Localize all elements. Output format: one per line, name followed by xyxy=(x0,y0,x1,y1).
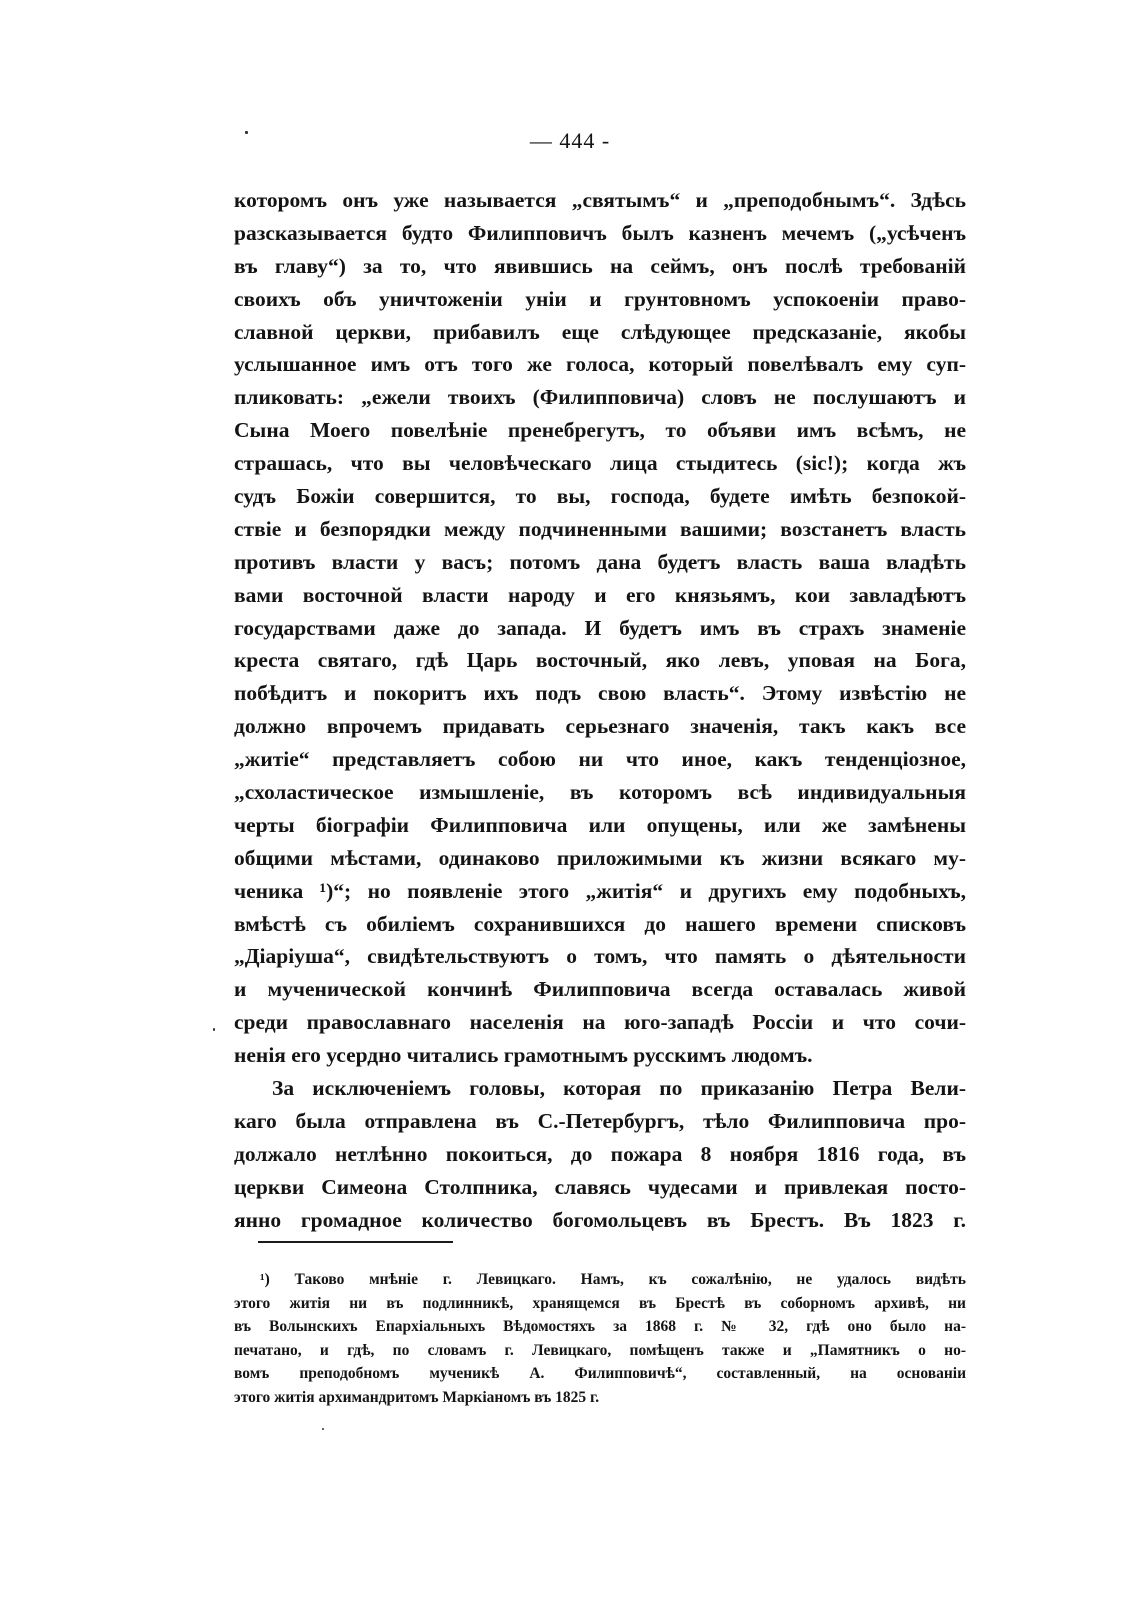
text-line: ненія его усердно читались грамотнымъ русскимъ людомъ. xyxy=(234,1043,813,1068)
footnote xyxy=(234,1268,966,1410)
text-line: въ главу“) за то, что явившись на сеймъ, онъ послѣ требованій xyxy=(234,253,966,278)
text-line: ченика ¹)“; но появленіе этого „житія“ и другихъ ему подобныхъ, xyxy=(234,878,966,903)
text-line: „схоластическое измышленіе, въ которомъ всѣ индивидуальныя xyxy=(234,780,966,805)
text-line: креста святаго, гдѣ Царь восточный, яко левъ, уповая на Бога, xyxy=(234,648,966,673)
footnote-line: печатано, и гдѣ, по словамъ г. Левицкаго, помѣщенъ также и „Памятникъ о но- xyxy=(234,1341,966,1359)
paragraph-line: янно громадное количество богомольцевъ въ Брестъ. Въ 1823 г. xyxy=(234,1207,966,1232)
text-line: черты біографіи Филипповича или опущены, или же замѣнены xyxy=(234,812,966,837)
text-line: вмѣстѣ съ обиліемъ сохранившихся до нашего времени списковъ xyxy=(234,911,966,936)
text-line: и мученической кончинѣ Филипповича всегда оставалась живой xyxy=(234,977,966,1002)
text-line: разсказывается будто Филипповичъ былъ казненъ мечемъ („усѣченъ xyxy=(234,220,966,245)
text-line: пликовать: „ежели твоихъ (Филипповича) словъ не послушаютъ и xyxy=(234,385,966,410)
paragraph-line: должало нетлѣнно покоиться, до пожара 8 ноября 1816 года, въ xyxy=(234,1141,966,1166)
paragraph-line: каго была отправлена въ С.-Петербургъ, тѣло Филипповича про- xyxy=(234,1108,966,1133)
text-line: судъ Божіи совершится, то вы, господа, будете имѣть безпокой- xyxy=(234,484,966,509)
scan-speck xyxy=(213,1028,215,1031)
text-line: среди православнаго населенія на юго-западѣ Россіи и что сочи- xyxy=(234,1010,966,1035)
text-line: вами восточной власти народу и его князьямъ, кои завладѣютъ xyxy=(234,582,966,607)
page-number: — 444 - xyxy=(529,128,611,153)
footnote-separator xyxy=(258,1241,453,1243)
text-line: ствіе и безпорядки между подчиненными вашими; возстанетъ власть xyxy=(234,516,966,541)
text-line: противъ власти у васъ; потомъ дана будетъ власть ваша владѣть xyxy=(234,549,966,574)
text-line: своихъ объ уничтоженіи уніи и грунтовномъ успокоеніи право- xyxy=(234,286,966,311)
footnote-line: этого житія ни въ подлинникѣ, хранящемся въ Брестѣ въ соборномъ архивѣ, ни xyxy=(234,1294,966,1312)
scan-speck xyxy=(322,1428,324,1430)
footnote-line: въ Волынскихъ Епархіальныхъ Вѣдомостяхъ за 1868 г. № 32, гдѣ оно было на- xyxy=(234,1318,966,1336)
footnote-line: этого житія архимандритомъ Маркіаномъ въ 1825 г. xyxy=(234,1388,600,1406)
text-line: славной церкви, прибавилъ еще слѣдующее предсказаніе, якобы xyxy=(234,319,966,344)
text-line: общими мѣстами, одинаково приложимыми къ жизни всякаго му- xyxy=(234,845,966,870)
footnote-line: вомъ преподобномъ мученикѣ А. Филипповичѣ“, составленный, на основаніи xyxy=(234,1365,966,1383)
text-line: должно впрочемъ придавать серьезнаго значенія, такъ какъ все xyxy=(234,714,966,739)
text-line: государствами даже до запада. И будетъ имъ въ страхъ знаменіе xyxy=(234,615,966,640)
text-line: услышанное имъ отъ того же голоса, который повелѣвалъ ему суп- xyxy=(234,352,966,377)
main-text xyxy=(234,184,966,1237)
text-line: Сына Моего повелѣніе пренебрегутъ, то объяви имъ всѣмъ, не xyxy=(234,418,966,443)
text-line: побѣдитъ и покоритъ ихъ подъ свою власть“. Этому извѣстію не xyxy=(234,681,966,706)
text-line: „житіе“ представляетъ собою ни что иное, какъ тенденціозное, xyxy=(234,747,966,772)
text-line: „Діаріуша“, свидѣтельствуютъ о томъ, что память о дѣятельности xyxy=(234,944,966,969)
text-line: страшась, что вы человѣческаго лица стыдитесь (sic!); когда жъ xyxy=(234,451,966,476)
paragraph-line: церкви Симеона Столпника, славясь чудесами и привлекая посто- xyxy=(234,1174,966,1199)
text-line: которомъ онъ уже называется „святымъ“ и „преподобнымъ“. Здѣсь xyxy=(234,188,966,212)
footnote-line: ¹) Таково мнѣніе г. Левицкаго. Намъ, къ сожалѣнію, не удалось видѣть xyxy=(260,1271,966,1288)
paragraph-line: За исключеніемъ головы, которая по приказанію Петра Вели- xyxy=(272,1076,966,1101)
